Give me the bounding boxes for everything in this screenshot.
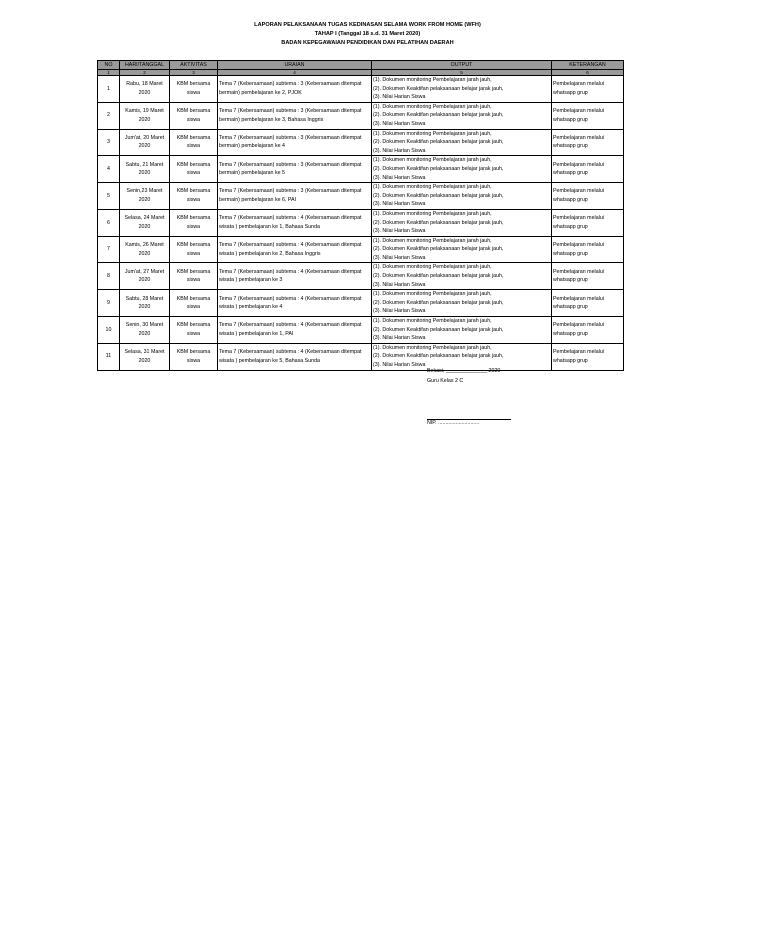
output-item: (3). Nilai Harian Siswa [373, 174, 426, 181]
output-item: (3). Nilai Harian Siswa [373, 335, 426, 342]
output-item: (1). Dokumen monitoring Pembelajaran jarah jauh, [373, 130, 492, 137]
output-item: (2). Dokumen Keaktifan pelaksanaan belajar jarak jauh, [373, 85, 504, 92]
output-item: (2). Dokumen Keaktifan pelaksanaan belajar jarak jauh, [373, 353, 504, 360]
row-keterangan: Pembelajaran melalui whatsapp grup [552, 183, 624, 210]
output-item: (3). Nilai Harian Siswa [373, 201, 426, 208]
row-output [372, 129, 552, 156]
row-activity: KBM bersama siswa [170, 317, 218, 344]
row-uraian: Tema 7 (Kebersamaan) subtema : 4 (Kebersamaan ditempat wisata ) pembelajaran ke 4 [218, 290, 372, 317]
row-date: Sabtu, 28 Maret 2020 [120, 290, 170, 317]
row-uraian: Tema 7 (Kebersamaan) subtema : 3 (Kebersamaan ditempat bermain) pembelajaran ke 5 [218, 156, 372, 183]
row-uraian: Tema 7 (Kebersamaan) subtema : 3 (Kebersamaan ditempat bermain) pembelajaran ke 3, Bahasa Inggris [218, 102, 372, 129]
row-keterangan: Pembelajaran melalui whatsapp grup [552, 290, 624, 317]
report-table [97, 60, 624, 371]
row-date: Jum'at, 20 Maret 2020 [120, 129, 170, 156]
row-keterangan: Pembelajaran melalui whatsapp grup [552, 129, 624, 156]
table-row [98, 290, 624, 317]
row-output [372, 156, 552, 183]
output-item: (1). Dokumen monitoring Pembelajaran jarah jauh, [373, 291, 492, 298]
row-date: Kamis, 26 Maret 2020 [120, 236, 170, 263]
output-item: (2). Dokumen Keaktifan pelaksanaan belajar jarak jauh, [373, 299, 504, 306]
table-row [98, 129, 624, 156]
row-number: 4 [98, 156, 120, 183]
report-agency: BADAN KEPEGAWAIAN PENDIDIKAN DAN PELATIHAN DAERAH [281, 40, 454, 46]
output-item: (1). Dokumen monitoring Pembelajaran jarah jauh, [373, 210, 492, 217]
row-uraian: Tema 7 (Kebersamaan) subtema : 3 (Kebersamaan ditempat bermain) pembelajaran ke 2, PJOK [218, 76, 372, 103]
row-date: Selasa, 31 Maret 2020 [120, 343, 170, 370]
table-row [98, 102, 624, 129]
output-item: (3). Nilai Harian Siswa [373, 120, 426, 127]
output-item: (1). Dokumen monitoring Pembelajaran jarah jauh, [373, 103, 492, 110]
table-row [98, 317, 624, 344]
output-item: (3). Nilai Harian Siswa [373, 228, 426, 235]
output-item: (1). Dokumen monitoring Pembelajaran jarah jauh, [373, 237, 492, 244]
col-header-activity: AKTIVITAS [170, 61, 218, 70]
table-row [98, 209, 624, 236]
row-activity: KBM bersama siswa [170, 129, 218, 156]
col-header-no: NO [98, 61, 120, 70]
col-number: 4 [218, 70, 372, 76]
col-header-date: HARI/TANGGAL [120, 61, 170, 70]
signature-name-area [427, 416, 511, 426]
row-output [372, 317, 552, 344]
col-header-uraian: URAIAN [218, 61, 372, 70]
col-number: 3 [170, 70, 218, 76]
output-item: (1). Dokumen monitoring Pembelajaran jarah jauh, [373, 318, 492, 325]
row-uraian: Tema 7 (Kebersamaan) subtema : 4 (Kebersamaan ditempat wisata ) pembelajaran ke 1, PAI [218, 317, 372, 344]
col-number: 2 [120, 70, 170, 76]
signature-place-date: Bekasi, ______________ 2020 [427, 368, 501, 374]
output-item: (3). Nilai Harian Siswa [373, 281, 426, 288]
output-item: (1). Dokumen monitoring Pembelajaran jarah jauh, [373, 77, 492, 83]
row-keterangan: Pembelajaran melalui whatsapp grup [552, 317, 624, 344]
row-activity: KBM bersama siswa [170, 290, 218, 317]
row-number: 8 [98, 263, 120, 290]
row-output [372, 76, 552, 103]
output-item: (2). Dokumen Keaktifan pelaksanaan belajar jarak jauh, [373, 273, 504, 280]
output-item: (2). Dokumen Keaktifan pelaksanaan belajar jarak jauh, [373, 219, 504, 226]
output-item: (2). Dokumen Keaktifan pelaksanaan belajar jarak jauh, [373, 246, 504, 253]
row-keterangan: Pembelajaran melalui whatsapp grup [552, 343, 624, 370]
row-uraian: Tema 7 (Kebersamaan) subtema : 4 (Kebersamaan ditempat wisata ) pembelajaran ke 1, Bahasa Sunda [218, 209, 372, 236]
header-row [98, 61, 624, 70]
row-uraian: Tema 7 (Kebersamaan) subtema : 4 (Kebersamaan ditempat wisata ) pembelajaran ke 3 [218, 263, 372, 290]
report-period: TAHAP I (Tanggal 18 s.d. 31 Maret 2020) [314, 31, 421, 37]
output-item: (1). Dokumen monitoring Pembelajaran jarah jauh, [373, 264, 492, 271]
row-number: 1 [98, 76, 120, 103]
table-row [98, 236, 624, 263]
row-date: Kamis, 19 Maret 2020 [120, 102, 170, 129]
output-item: (1). Dokumen monitoring Pembelajaran jarah jauh, [373, 157, 492, 164]
col-number: 1 [98, 70, 120, 76]
row-number: 11 [98, 343, 120, 370]
row-output [372, 183, 552, 210]
row-activity: KBM bersama siswa [170, 263, 218, 290]
report-header [0, 21, 735, 48]
output-item: (1). Dokumen monitoring Pembelajaran jarah jauh, [373, 184, 492, 191]
row-keterangan: Pembelajaran melalui whatsapp grup [552, 236, 624, 263]
row-output [372, 263, 552, 290]
row-keterangan: Pembelajaran melalui whatsapp grup [552, 76, 624, 103]
row-number: 10 [98, 317, 120, 344]
report-title: LAPORAN PELAKSANAAN TUGAS KEDINASAN SELAMA WORK FROM HOME (WFH) [254, 22, 481, 28]
row-output [372, 102, 552, 129]
row-number: 7 [98, 236, 120, 263]
row-activity: KBM bersama siswa [170, 156, 218, 183]
report-body [98, 76, 624, 371]
col-number: 6 [552, 70, 624, 76]
row-date: Senin, 30 Maret 2020 [120, 317, 170, 344]
row-date: Selasa, 24 Maret 2020 [120, 209, 170, 236]
row-activity: KBM bersama siswa [170, 236, 218, 263]
row-activity: KBM bersama siswa [170, 102, 218, 129]
row-number: 2 [98, 102, 120, 129]
table-row [98, 343, 624, 370]
col-number: 5 [372, 70, 552, 76]
output-item: (2). Dokumen Keaktifan pelaksanaan belajar jarak jauh, [373, 326, 504, 333]
row-number: 5 [98, 183, 120, 210]
row-keterangan: Pembelajaran melalui whatsapp grup [552, 156, 624, 183]
row-uraian: Tema 7 (Kebersamaan) subtema : 3 (Kebersamaan ditempat bermain) pembelajaran ke 6, PAI [218, 183, 372, 210]
row-keterangan: Pembelajaran melalui whatsapp grup [552, 102, 624, 129]
row-keterangan: Pembelajaran melalui whatsapp grup [552, 263, 624, 290]
output-item: (3). Nilai Harian Siswa [373, 254, 426, 261]
row-output [372, 209, 552, 236]
output-item: (1). Dokumen monitoring Pembelajaran jarah jauh, [373, 344, 492, 351]
signature-nip: NIP. ............................ [427, 420, 480, 426]
row-activity: KBM bersama siswa [170, 76, 218, 103]
row-uraian: Tema 7 (Kebersamaan) subtema : 4 (Kebersamaan ditempat wisata ) pembelajaran ke 5, Bahasa Sunda [218, 343, 372, 370]
row-date: Senin,23 Maret 2020 [120, 183, 170, 210]
output-item: (2). Dokumen Keaktifan pelaksanaan belajar jarak jauh, [373, 139, 504, 146]
col-header-keterangan: KETERANGAN [552, 61, 624, 70]
row-date: Jum'at, 27 Maret 2020 [120, 263, 170, 290]
row-uraian: Tema 7 (Kebersamaan) subtema : 4 (Kebersamaan ditempat wisata ) pembelajaran ke 2, Bahasa Inggris [218, 236, 372, 263]
row-number: 9 [98, 290, 120, 317]
row-activity: KBM bersama siswa [170, 209, 218, 236]
row-number: 3 [98, 129, 120, 156]
output-item: (2). Dokumen Keaktifan pelaksanaan belajar jarak jauh, [373, 192, 504, 199]
signature-block [427, 366, 500, 386]
row-activity: KBM bersama siswa [170, 183, 218, 210]
output-item: (2). Dokumen Keaktifan pelaksanaan belajar jarak jauh, [373, 112, 504, 119]
table-row [98, 183, 624, 210]
output-item: (3). Nilai Harian Siswa [373, 362, 426, 368]
signature-role: Guru Kelas 2 C [427, 378, 464, 384]
row-output [372, 290, 552, 317]
table-row [98, 263, 624, 290]
output-item: (3). Nilai Harian Siswa [373, 147, 426, 154]
output-item: (3). Nilai Harian Siswa [373, 308, 426, 315]
row-number: 6 [98, 209, 120, 236]
row-uraian: Tema 7 (Kebersamaan) subtema : 3 (Kebersamaan ditempat bermain) pembelajaran ke 4 [218, 129, 372, 156]
table-row [98, 76, 624, 103]
output-item: (2). Dokumen Keaktifan pelaksanaan belajar jarak jauh, [373, 165, 504, 172]
row-keterangan: Pembelajaran melalui whatsapp grup [552, 209, 624, 236]
row-output [372, 236, 552, 263]
row-activity: KBM bersama siswa [170, 343, 218, 370]
col-header-output: OUTPUT [372, 61, 552, 70]
output-item: (3). Nilai Harian Siswa [373, 94, 426, 101]
row-date: Sabtu, 21 Maret 2020 [120, 156, 170, 183]
table-row [98, 156, 624, 183]
row-date: Rabu, 18 Maret 2020 [120, 76, 170, 103]
